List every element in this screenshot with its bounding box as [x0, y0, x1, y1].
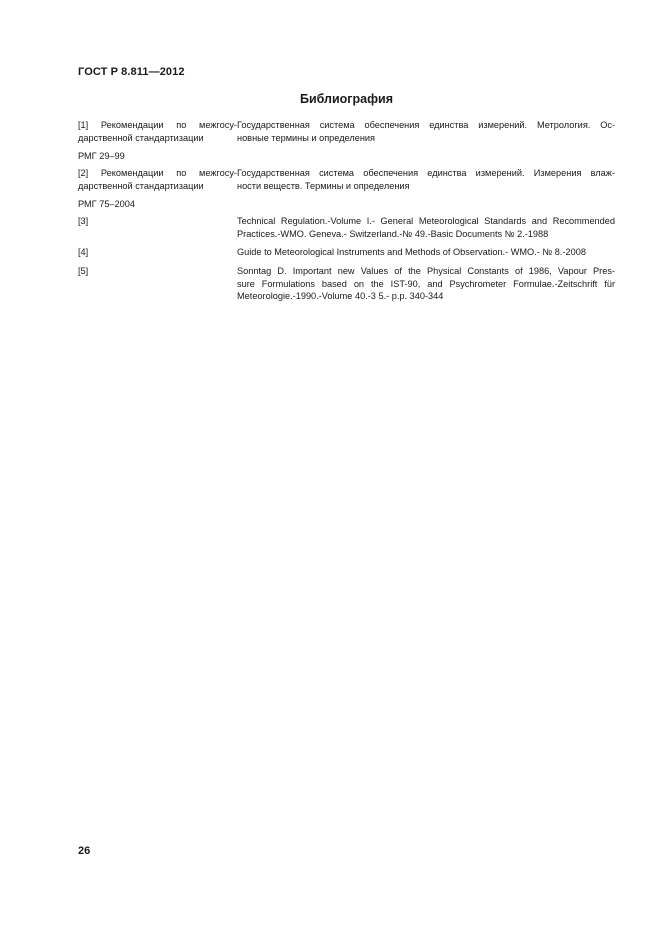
entry-2-title-line: Государственная система обеспечения единства измерений. Измерения влаж- — [237, 168, 615, 178]
entry-3-title-line: Practices.-WMO. Geneva.- Switzerland.-№ 49.-Basic Documents № 2.-1988 — [237, 228, 549, 239]
entry-1-source-line: дарственной стандартизации — [78, 132, 204, 143]
entry-1-source-line: [1] Рекомендации по межгосу- — [78, 120, 237, 130]
entry-1-title-line: новные термины и определения — [237, 132, 376, 143]
entry-1-source — [78, 119, 237, 144]
document-code: ГОСТ Р 8.811—2012 — [78, 66, 185, 78]
entry-4-title — [237, 246, 615, 259]
entry-2-source-line: дарственной стандартизации — [78, 180, 204, 191]
entry-4-source — [78, 246, 237, 259]
entry-3-title-line: Technical Regulation.-Volume I.- General Meteorological Standards and Recommended — [237, 216, 615, 226]
entry-4-title-line: Guide to Meteorological Instruments and Methods of Observation.- WMO.- № 8.-2008 — [237, 247, 586, 257]
entry-2-title — [237, 167, 615, 192]
entry-3-source — [78, 215, 237, 228]
entry-2-source — [78, 167, 237, 192]
entry-5-title-line: Sonntag D. Important new Values of the Physical Constants of 1986, Vapour Pres- — [237, 266, 615, 276]
entry-2-title-line: ности веществ. Термины и определения — [237, 180, 410, 191]
entry-4-source-line: [4] — [78, 247, 89, 257]
entry-2-source-line: [2] Рекомендации по межгосу- — [78, 168, 237, 178]
entry-5-title-line: sure Formulations based on the IST-90, and Psychrometer Formulae.-Zeitschrift für — [237, 278, 615, 289]
entry-3-source-line: [3] — [78, 216, 89, 226]
bibliography-title: Библиография — [299, 92, 394, 106]
entry-5-title — [237, 265, 615, 303]
entry-1-title-line: Государственная система обеспечения единства измерений. Метрология. Ос- — [237, 120, 615, 130]
entry-3-title — [237, 215, 615, 240]
page-number: 26 — [78, 845, 91, 857]
entry-5-source-line: [5] — [78, 266, 89, 276]
entry-2-doc-id: РМГ 75–2004 — [78, 199, 135, 209]
entry-5-title-line: Meteorologie.-1990.-Volume 40.-3 5.- p.p. 340-344 — [237, 291, 444, 301]
entry-1-doc-id: РМГ 29–99 — [78, 151, 125, 161]
entry-1-title — [237, 119, 615, 144]
entry-5-source — [78, 265, 237, 278]
